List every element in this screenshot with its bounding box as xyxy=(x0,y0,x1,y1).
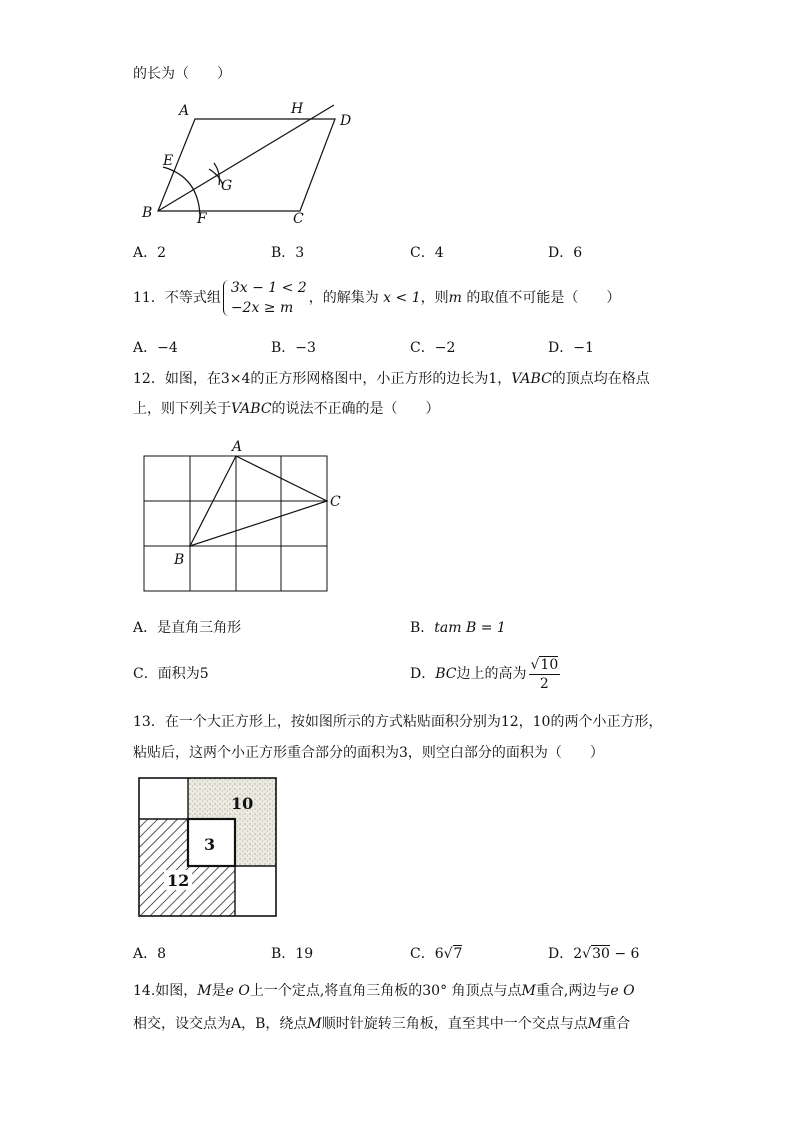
q11-var: m xyxy=(448,290,462,306)
label-g: G xyxy=(221,178,233,194)
q12-option-b-prefix: B． xyxy=(410,620,435,636)
q11-mid: ，的解集为 xyxy=(308,290,379,306)
q14-line1 xyxy=(133,981,635,1001)
q14-circle-o-1: e O xyxy=(225,983,250,999)
q14-text-f: 顺时针旋转三角板，直至其中一个交点与点 xyxy=(321,1016,588,1032)
q12-option-d-var: BC xyxy=(435,666,457,682)
q12-line1-text-a: 12．如图，在3×4的正方形网格图中，小正方形的边长为1， xyxy=(133,371,512,387)
q11-option-c: C．−2 xyxy=(410,340,456,356)
grid-label-a: A xyxy=(232,439,243,455)
bisector-line-bh xyxy=(158,105,334,211)
q14-text-g: 重合 xyxy=(602,1016,631,1032)
label-c: C xyxy=(293,211,304,227)
q12-tri-name-2: VABC xyxy=(231,401,272,417)
q10-option-a: A．2 xyxy=(133,245,167,261)
q12-option-d xyxy=(410,654,560,694)
q10-option-b: B．3 xyxy=(271,245,305,261)
q14-text-a: 14.如图， xyxy=(133,983,198,999)
label-f: F xyxy=(197,211,207,227)
q13-option-b: B．19 xyxy=(271,946,314,962)
label-d: D xyxy=(340,113,352,129)
q11-inequality-system xyxy=(223,278,307,318)
q12-tri-name-1: VABC xyxy=(511,371,552,387)
q11-comma: ，则 xyxy=(420,290,449,306)
q12-option-b xyxy=(410,618,506,638)
q11-stem xyxy=(133,276,620,320)
q12-option-d-den: 2 xyxy=(539,675,549,692)
q13-option-c-prefix: C．6 xyxy=(410,946,444,962)
q13-option-c-radicand: 7 xyxy=(453,946,463,962)
q14-point-m-4: M xyxy=(587,1016,603,1032)
q11-cond: x < 1 xyxy=(383,290,421,306)
q11-suffix: 的取值不可能是（ ） xyxy=(466,290,621,306)
q12-option-d-fraction: $\frac{√10}{2}$ xyxy=(530,656,559,692)
q12-option-d-num: 10 xyxy=(540,656,559,673)
q11-option-d: D．−1 xyxy=(548,340,594,356)
parallelogram-abcd xyxy=(158,119,335,211)
q13-squares-figure xyxy=(134,773,284,923)
q14-point-m-1: M xyxy=(197,983,212,999)
q11-option-a: A．−4 xyxy=(133,340,178,356)
q12-line2-text-a: 上，则下列关于 xyxy=(133,401,231,417)
q12-grid-figure xyxy=(130,436,350,596)
grid-label-c: C xyxy=(330,494,341,510)
q12-line1-text-b: 的顶点均在格点 xyxy=(551,371,650,387)
label-area-3: 3 xyxy=(204,835,216,854)
q11-eq2: −2x ≥ m xyxy=(230,300,294,316)
q10-option-c: C．4 xyxy=(410,245,444,261)
q11-eq1: 3x − 1 < 2 xyxy=(230,280,307,296)
arc-ef xyxy=(163,167,200,217)
q14-line2 xyxy=(133,1014,630,1034)
q13-line1: 13．在一个大正方形上，按如图所示的方式粘贴面积分别为12，10的两个小正方形， xyxy=(133,714,663,730)
q12-option-b-expr: tam B = 1 xyxy=(434,620,506,636)
label-b: B xyxy=(142,205,153,221)
q14-text-d: 重合,两边与 xyxy=(535,983,611,999)
q13-line2: 粘贴后，这两个小正方形重合部分的面积为3，则空白部分的面积为（ ） xyxy=(133,745,604,761)
q13-option-d-suffix: − 6 xyxy=(609,946,640,962)
q12-option-d-text: 边上的高为 xyxy=(456,666,527,682)
q10-tail-text: 的长为（ ） xyxy=(133,66,231,82)
q13-option-a: A．8 xyxy=(133,946,167,962)
q14-text-e: 相交，设交点为A，B，绕点 xyxy=(133,1016,308,1032)
q12-line2-text-b: 的说法不正确的是（ ） xyxy=(271,401,440,417)
q11-prefix: 11．不等式组 xyxy=(133,290,221,306)
q10-parallelogram-figure xyxy=(135,95,365,230)
q13-option-d: D．2√30 − 6 xyxy=(548,946,640,962)
label-e: E xyxy=(163,153,174,169)
q13-option-d-radicand: 30 xyxy=(592,946,610,962)
grid-label-b: B xyxy=(174,552,185,568)
q14-circle-o-2: e O xyxy=(610,983,635,999)
q12-option-c: C．面积为5 xyxy=(133,666,209,682)
q14-text-b: 是 xyxy=(211,983,226,999)
label-area-10: 10 xyxy=(231,794,254,813)
q13-option-c: C．6√7 xyxy=(410,946,463,962)
q12-option-a: A．是直角三角形 xyxy=(133,620,242,636)
q12-line2 xyxy=(133,399,440,419)
q12-option-d-prefix: D． xyxy=(410,666,436,682)
label-h: H xyxy=(291,101,304,117)
q13-option-d-prefix: D．2 xyxy=(548,946,583,962)
q14-point-m-3: M xyxy=(307,1016,322,1032)
label-a: A xyxy=(179,103,190,119)
q10-option-d: D．6 xyxy=(548,245,583,261)
q14-text-c: 上一个定点,将直角三角板的30° 角顶点与点 xyxy=(249,983,522,999)
label-area-12: 12 xyxy=(167,871,190,890)
q14-point-m-2: M xyxy=(521,983,536,999)
q11-option-b: B．−3 xyxy=(271,340,316,356)
q12-line1 xyxy=(133,369,650,389)
